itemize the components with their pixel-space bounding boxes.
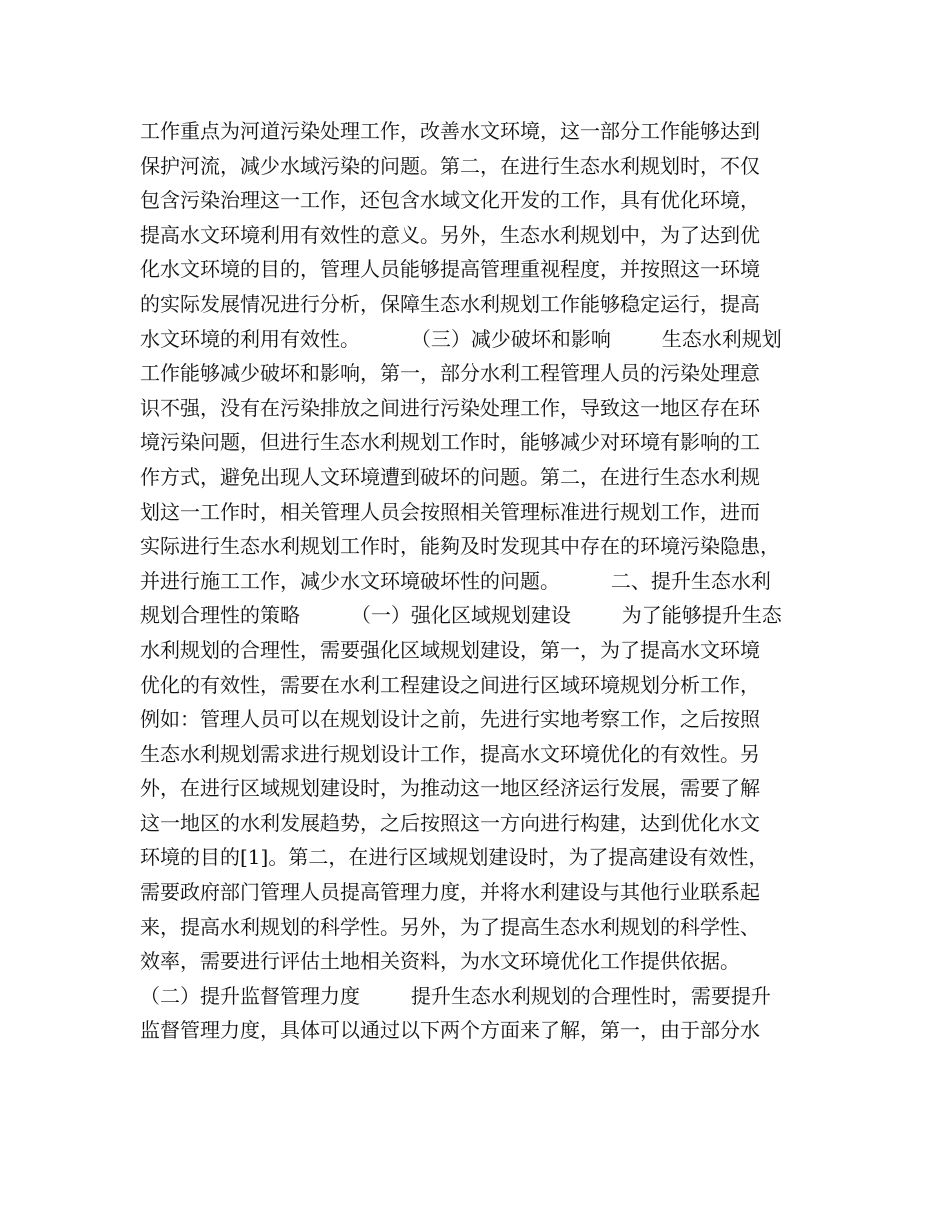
text-line: 划这一工作时，相关管理人员会按照相关管理标准进行规划工作，进而 [140, 499, 760, 524]
text-line: 这一地区的水利发展趋势，之后按照这一方向进行构建，达到优化水文 [140, 810, 760, 835]
text-line: 生态水利规划需求进行规划设计工作，提高水文环境优化的有效性。另 [140, 741, 760, 766]
text-line: 境污染问题，但进行生态水利规划工作时，能够减少对环境有影响的工 [140, 430, 760, 455]
text-line: （二）提升监督管理力度 提升生态水利规划的合理性时，需要提升 [140, 983, 771, 1008]
text-line: 的实际发展情况进行分析，保障生态水利规划工作能够稳定运行，提高 [140, 291, 760, 316]
text-line: 包含污染治理这一工作，还包含水域文化开发的工作，具有优化环境， [140, 188, 760, 213]
text-line: 外，在进行区域规划建设时，为推动这一地区经济运行发展，需要了解 [140, 776, 760, 801]
text-line: 效率，需要进行评估土地相关资料，为水文环境优化工作提供依据。 [140, 949, 740, 974]
text-line: 工作重点为河道污染处理工作，改善水文环境，这一部分工作能够达到 [140, 119, 760, 143]
text-line: 化水文环境的目的，管理人员能够提高管理重视程度，并按照这一环境 [140, 257, 760, 282]
text-line: 规划合理性的策略 （一）强化区域规划建设 为了能够提升生态 [140, 603, 782, 628]
text-line: 优化的有效性，需要在水利工程建设之间进行区域环境规划分析工作， [140, 672, 760, 697]
text-line: 环境的目的[1]。第二，在进行区域规划建设时，为了提高建设有效性， [140, 845, 769, 870]
text-line: 实际进行生态水利规划工作时，能夠及时发现其中存在的环境污染隐患， [140, 534, 780, 559]
text-line: 保护河流，减少水域污染的问题。第二，在进行生态水利规划时，不仅 [140, 153, 760, 178]
text-line: 例如：管理人员可以在规划设计之前，先进行实地考察工作，之后按照 [140, 707, 760, 732]
text-line: 来，提高水利规划的科学性。另外，为了提高生态水利规划的科学性、 [140, 914, 760, 939]
text-line: 提高水文环境利用有效性的意义。另外，生态水利规划中，为了达到优 [140, 222, 760, 247]
text-line: 作方式，避免出现人文环境遭到破坏的问题。第二，在进行生态水利规 [140, 464, 760, 489]
text-line: 水文环境的利用有效性。 （三）减少破坏和影响 生态水利规划 [140, 326, 782, 351]
text-line: 水利规划的合理性，需要强化区域规划建设，第一，为了提高水文环境 [140, 637, 760, 662]
body-text [140, 114, 830, 1048]
text-line: 需要政府部门管理人员提高管理力度，并将水利建设与其他行业联系起 [140, 880, 760, 905]
text-line: 工作能够减少破坏和影响，第一，部分水利工程管理人员的污染处理意 [140, 361, 760, 386]
text-line: 监督管理力度，具体可以通过以下两个方面来了解，第一，由于部分水 [140, 1018, 760, 1043]
text-line: 并进行施工工作，减少水文环境破坏性的问题。 二、提升生态水利 [140, 568, 771, 593]
text-line: 识不强，没有在污染排放之间进行污染处理工作，导致这一地区存在环 [140, 395, 760, 420]
